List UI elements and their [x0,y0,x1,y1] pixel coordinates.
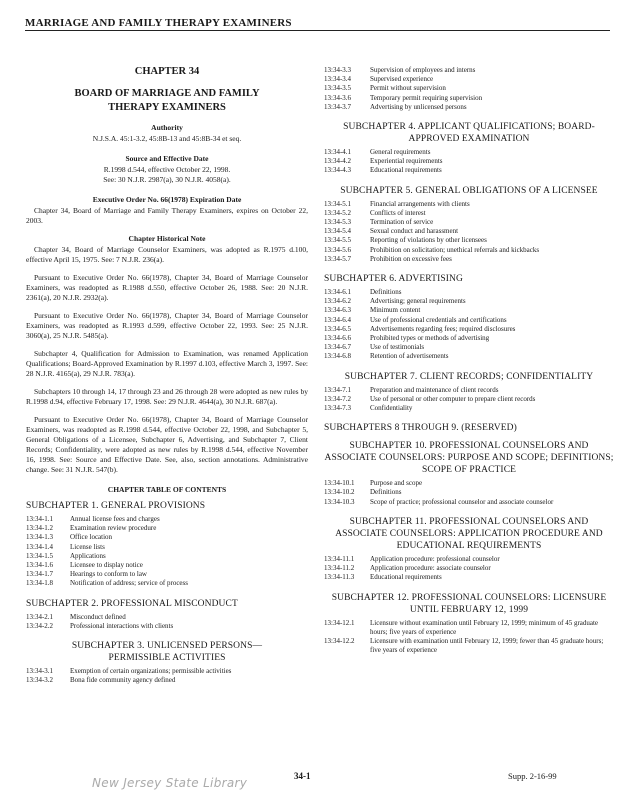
historical-paragraph: Subchapters 10 through 14, 17 through 23 and 26 through 28 were adopted as new rules by R.1998 d.94, effective February 17, 1998. See: 29 N.J.R. 4644(a), 30 N.J.R. 687(a). [26,387,308,406]
toc-entry [26,570,308,579]
left-column [26,66,308,694]
toc-entry [26,622,308,631]
section-number: 13:34-6.5 [324,324,352,333]
section-number: 13:34-5.1 [324,199,352,208]
toc-entry [324,288,614,297]
section-number: 13:34-3.2 [26,676,54,685]
subchapter-1-list [26,515,308,589]
toc-entry [324,157,614,166]
toc-entry [324,66,614,75]
toc-entry [324,619,614,637]
section-number: 13:34-2.1 [26,612,54,621]
historical-paragraph: Pursuant to Executive Order No. 66(1978), Chapter 34, Board of Marriage Counselor Examiners, was readopted as R.1988 d.550, effective October 26, 1988. See: 20 N.J.R. 2361(a), 20 N.J.R. 2932(a). [26,273,308,302]
toc-entry [324,227,614,236]
section-number: 13:34-6.3 [324,306,352,315]
toc-entry [324,297,614,306]
toc-entry [324,479,614,488]
toc-entry [324,255,614,264]
subchapter-4-list [324,148,614,176]
toc-entry [324,148,614,157]
subchapter-12-list [324,619,614,656]
toc-entry [324,103,614,112]
section-title: Professional interactions with clients [70,621,174,630]
section-title: Examination review procedure [70,524,157,533]
historical-paragraph: Pursuant to Executive Order No. 66(1978), Chapter 34, Board of Marriage Counselor Examiners, was readopted as R.1998 d.544, effective October 22, 1998, and Subchapter 5, General Obligations of a Licensee, Subchapter 6, Advertising, and Subchapter 7, Client Records; Confidentiality, were adopted as new rules by R.1998 d.544, effective November 16, 1998. See: Source and Effective Date. See, also, section annotations. Administrative change. See: 31 N.J.R. 547(b). [26,415,308,474]
toc-entry [324,488,614,497]
subchapter-2-title: SUBCHAPTER 2. PROFESSIONAL MISCONDUCT [26,598,238,609]
section-number: 13:34-1.3 [26,533,54,542]
toc-entry [324,316,614,325]
section-title: License lists [70,542,105,551]
section-title: Applications [70,551,106,560]
section-title: Use of professional credentials and certifications [370,315,507,324]
toc-entry [324,75,614,84]
section-title: Educational requirements [370,573,442,582]
section-number: 13:34-5.6 [324,245,352,254]
section-title: Supervised experience [370,75,434,84]
section-number: 13:34-5.3 [324,218,352,227]
subchapter-3-continued-list [324,66,614,112]
section-number: 13:34-5.2 [324,208,352,217]
historical-paragraph: Subchapter 4, Qualification for Admission to Examination, was renamed Application Qualifications; Board-Approved Examination by R.1997 d.103, effective March 3, 1997. See: 28 N.J.R. 4165(a), 29 N.J.R. 783(a). [26,349,308,378]
subchapter-5-title: SUBCHAPTER 5. GENERAL OBLIGATIONS OF A LICENSEE [340,185,598,196]
section-title: Misconduct defined [70,612,126,621]
section-title: Temporary permit requiring supervision [370,93,483,102]
section-title: Advertising by unlicensed persons [370,102,467,111]
section-number: 13:34-3.5 [324,84,352,93]
section-title: Use of personal or other computer to prepare client records [370,394,536,403]
toc-entry [324,395,614,404]
toc-entry [26,552,308,561]
section-title: Bona fide community agency defined [70,676,176,685]
section-title: Advertisements regarding fees; required disclosures [370,324,516,333]
toc-entry [324,386,614,395]
section-title: Definitions [370,488,402,497]
toc-entry [324,218,614,227]
toc-entry [324,555,614,564]
section-number: 13:34-5.5 [324,236,352,245]
toc-entry [26,524,308,533]
subchapter-5-list [324,200,614,264]
section-title: Prohibited types or methods of advertising [370,334,490,343]
toc-entry [26,613,308,622]
section-number: 13:34-1.8 [26,579,54,588]
section-title: Conflicts of interest [370,208,426,217]
section-number: 13:34-7.2 [324,394,352,403]
toc-entry [26,543,308,552]
subchapter-11-title: SUBCHAPTER 11. PROFESSIONAL COUNSELORS AND ASSOCIATE COUNSELORS: APPLICATION PROCEDURE AND EDUCATIONAL REQUIREMENTS [335,516,603,551]
section-number: 13:34-12.2 [324,636,355,645]
section-number: 13:34-3.6 [324,93,352,102]
page-number: 34-1 [294,771,311,781]
section-title: Termination of service [370,218,434,227]
toc-entry [324,325,614,334]
section-number: 13:34-1.2 [26,524,54,533]
section-number: 13:34-7.3 [324,404,352,413]
section-title: Reporting of violations by other licensees [370,236,487,245]
toc-entry [324,352,614,361]
section-title: General requirements [370,148,431,157]
toc-entry [324,236,614,245]
toc-entry [26,676,308,685]
section-number: 13:34-11.2 [324,564,355,573]
authority-text: N.J.S.A. 45:1-3.2, 45:8B-13 and 45:8B-34 et seq. [92,134,242,143]
section-number: 13:34-12.1 [324,618,355,627]
header-title: MARRIAGE AND FAMILY THERAPY EXAMINERS [25,17,292,29]
exec-order-heading: Executive Order No. 66(1978) Expiration Date [92,195,242,204]
subchapter-10-title: SUBCHAPTER 10. PROFESSIONAL COUNSELORS AND ASSOCIATE COUNSELORS: PURPOSE AND SCOPE; DEFINITIONS; SCOPE OF PRACTICE [324,441,614,476]
section-title: Application procedure: associate counselor [370,564,491,573]
section-title: Retention of advertisements [370,352,449,361]
section-number: 13:34-4.2 [324,157,352,166]
right-column [324,66,614,664]
toc-entry [324,573,614,582]
toc-entry [324,343,614,352]
subchapter-7-title: SUBCHAPTER 7. CLIENT RECORDS; CONFIDENTIALITY [344,371,594,382]
section-number: 13:34-4.3 [324,166,352,175]
section-title: Confidentiality [370,404,413,413]
section-title: Supervision of employees and interns [370,66,476,74]
subchapter-10-list [324,479,614,507]
section-number: 13:34-3.7 [324,102,352,111]
section-number: 13:34-1.7 [26,570,54,579]
toc-entry [324,404,614,413]
section-number: 13:34-10.2 [324,488,355,497]
section-title: Exemption of certain organizations; permissible activities [70,667,232,676]
toc-entry [324,637,614,655]
section-title: Prohibition on solicitation; unethical referrals and kickbacks [370,245,540,254]
section-number: 13:34-1.1 [26,515,54,523]
source-line-1: R.1998 d.544, effective October 22, 1998. [103,165,231,174]
section-number: 13:34-10.3 [324,497,355,506]
authority-heading: Authority [151,123,183,132]
subchapter-6-title: SUBCHAPTER 6. ADVERTISING [324,274,463,285]
toc-entry [26,515,308,524]
toc-entry [26,579,308,588]
section-title: Experiential requirements [370,157,443,166]
section-number: 13:34-6.2 [324,297,352,306]
section-title: Financial arrangements with clients [370,199,470,208]
toc-entry [324,94,614,103]
supplement-date: Supp. 2-16-99 [508,771,557,781]
chapter-title: BOARD OF MARRIAGE AND FAMILY THERAPY EXAMINERS [74,88,260,113]
section-number: 13:34-3.4 [324,75,352,84]
section-number: 13:34-4.1 [324,148,352,157]
toc-entry [324,306,614,315]
section-number: 13:34-6.8 [324,352,352,361]
subchapter-7-list [324,386,614,414]
toc-heading: CHAPTER TABLE OF CONTENTS [107,485,227,494]
section-title: Annual license fees and charges [70,515,160,523]
section-number: 13:34-5.7 [324,254,352,263]
subchapters-8-9-title: SUBCHAPTERS 8 THROUGH 9. (RESERVED) [324,423,517,434]
section-title: Hearings to conform to law [70,570,147,579]
toc-entry [324,200,614,209]
subchapter-11-list [324,555,614,583]
exec-order-text: Chapter 34, Board of Marriage and Family Therapy Examiners, expires on October 22, 2003. [26,206,308,225]
source-line-2: See: 30 N.J.R. 2987(a), 30 N.J.R. 4058(a). [103,175,231,184]
toc-entry [26,667,308,676]
section-title: Minimum content [370,306,421,315]
toc-entry [324,334,614,343]
section-title: Office location [70,533,113,542]
toc-entry [324,166,614,175]
toc-entry [324,84,614,93]
toc-entry [324,246,614,255]
subchapter-3-title: SUBCHAPTER 3. UNLICENSED PERSONS—PERMISSIBLE ACTIVITIES [71,641,263,664]
section-number: 13:34-5.4 [324,227,352,236]
section-title: Purpose and scope [370,479,423,488]
historical-paragraph: Pursuant to Executive Order No. 66(1978), Chapter 34, Board of Marriage Counselor Examiners, was readopted as R.1993 d.599, effective October 22, 1993. See: 25 N.J.R. 3060(a), 25 N.J.R. 5485(a). [26,311,308,340]
section-number: 13:34-2.2 [26,621,54,630]
subchapter-6-list [324,288,614,362]
section-number: 13:34-7.1 [324,385,352,394]
toc-entry [26,533,308,542]
section-title: Sexual conduct and harassment [370,227,459,236]
section-number: 13:34-11.1 [324,554,355,563]
section-title: Notification of address; service of process [70,579,188,588]
section-title: Scope of practice; professional counselor and associate counselor [370,497,554,506]
section-number: 13:34-3.1 [26,667,54,676]
section-title: Educational requirements [370,166,442,175]
section-number: 13:34-10.1 [324,479,355,488]
historical-note-heading: Chapter Historical Note [128,234,206,243]
chapter-number: CHAPTER 34 [134,66,200,77]
section-number: 13:34-11.3 [324,573,355,582]
section-number: 13:34-1.6 [26,561,54,570]
section-number: 13:34-6.1 [324,288,352,297]
section-title: Permit without supervision [370,84,446,93]
toc-entry [324,564,614,573]
section-title: Prohibition on excessive fees [370,254,452,263]
page-footer [0,768,620,792]
section-number: 13:34-6.4 [324,315,352,324]
section-number: 13:34-6.6 [324,334,352,343]
section-title: Licensure with examination until February 12, 1999; fewer than 45 graduate hours; five years of experience [370,636,604,655]
section-number: 13:34-1.4 [26,542,54,551]
section-title: Use of testimonials [370,343,425,352]
section-number: 13:34-6.7 [324,343,352,352]
source-heading: Source and Effective Date [125,154,209,163]
subchapter-3-list [26,667,308,685]
running-header [25,13,610,31]
section-title: Application procedure: professional counselor [370,554,500,563]
section-title: Licensure without examination until February 12, 1999; minimum of 45 graduate hours; five years of experience [370,618,599,636]
subchapter-4-title: SUBCHAPTER 4. APPLICANT QUALIFICATIONS; BOARD-APPROVED EXAMINATION [343,122,595,145]
section-number: 13:34-3.3 [324,66,352,74]
historical-paragraph: Chapter 34, Board of Marriage Counselor Examiners, was adopted as R.1975 d.100, effective April 15, 1975. See: 7 N.J.R. 236(a). [26,245,308,264]
section-number: 13:34-1.5 [26,551,54,560]
section-title: Preparation and maintenance of client records [370,385,499,394]
section-title: Licensee to display notice [70,561,143,570]
toc-entry [324,498,614,507]
section-title: Advertising; general requirements [370,297,466,306]
toc-entry [26,561,308,570]
subchapter-1-title: SUBCHAPTER 1. GENERAL PROVISIONS [26,501,206,511]
section-title: Definitions [370,288,402,297]
subchapter-12-title: SUBCHAPTER 12. PROFESSIONAL COUNSELORS: LICENSURE UNTIL FEBRUARY 12, 1999 [331,592,607,615]
subchapter-2-list [26,613,308,631]
library-watermark: New Jersey State Library [92,776,248,790]
toc-entry [324,209,614,218]
